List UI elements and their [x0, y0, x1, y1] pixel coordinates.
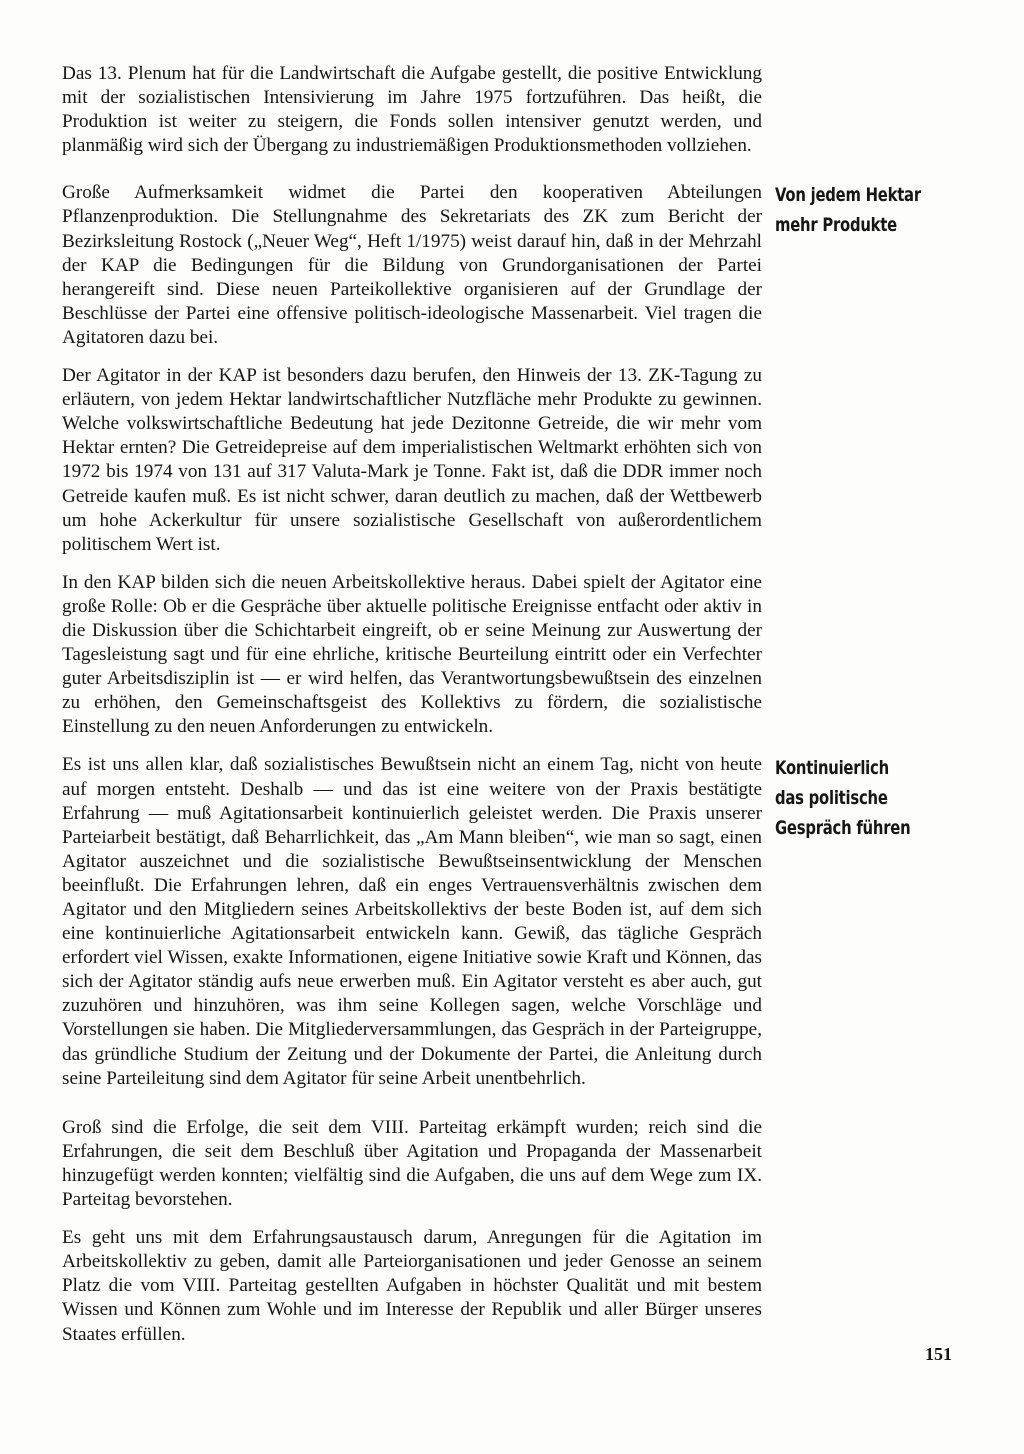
paragraph-erfahrungsaustausch: Es geht uns mit dem Erfahrungsaustausch darum, Anregungen für die Agitation im Arbeitskollektiv zu geben, damit alle Parteiorganisationen und jeder Genosse an seinem Platz die vom VIII. Parteitag gestellten Aufgaben in höchster Qualität und mit bestem Wissen und Können zum Wohle und im Interesse der Republik und aller Bürger unseres Staates erfüllen.	[62, 1227, 762, 1345]
margin-heading-kontinuierlich: Kontinuierlich das politische Gespräch führen	[775, 757, 911, 839]
paragraph-plenum-landwirtschaft: Das 13. Plenum hat für die Landwirtschaft die Aufgabe gestellt, die positive Entwicklung mit der sozialistischen Intensivierung im Jahre 1975 fortzuführen. Das heißt, die Produktion ist weiter zu steigern, die Fonds sollen intensiver genutzt werden, und planmäßig wird sich der Übergang zu industriemäßigen Produktionsmethoden vollziehen.	[62, 63, 762, 157]
paragraph-agitator-kap: Der Agitator in der KAP ist besonders dazu berufen, den Hinweis der 13. ZK-Tagung zu erläutern, von jedem Hektar landwirtschaftlicher Nutzfläche mehr Produkte zu gewinnen. Welche volkswirtschaftliche Bedeutung hat jede Dezitonne Getreide, die wir mehr vom Hektar ernten? Die Getreidepreise auf dem imperialistischen Weltmarkt erhöhten sich von 1972 bis 1974 von 131 auf 317 Valuta-Mark je Tonne. Fakt ist, daß die DDR immer noch Getreide kaufen muß. Es ist nicht schwer, daran deutlich zu machen, daß der Wettbewerb um hohe Ackerkultur für unsere sozialistische Gesellschaft von außerordentlichem politischem Wert ist.	[62, 365, 762, 555]
page-number: 151	[925, 1344, 952, 1364]
paragraph-kooperative-abteilungen: Große Aufmerksamkeit widmet die Partei den kooperativen Abteilungen Pflanzenproduktion. Die Stellungnahme des Sekretariats des ZK zum Bericht der Bezirksleitung Rostock („Neuer Weg“, Heft 1/1975) weist darauf hin, daß in der Mehrzahl der KAP die Bedingungen für die Bildung von Grundorganisationen der Partei herangereift sind. Diese neuen Parteikollektive organisieren auf der Grundlage der Beschlüsse der Partei eine offensive politisch-ideologische Massenarbeit. Viel tragen die Agitatoren dazu bei.	[62, 182, 762, 348]
body-text-column	[62, 62, 762, 1361]
paragraph-erfolge-parteitag: Groß sind die Erfolge, die seit dem VIII. Parteitag erkämpft wurden; reich sind die Erfahrungen, die seit dem Beschluß über Agitation und Propaganda der Massenarbeit hinzugefügt werden konnten; vielfältig sind die Aufgaben, die uns auf dem Wege zum IX. Parteitag bevorstehen.	[62, 1116, 762, 1211]
paragraph-arbeitskollektive: In den KAP bilden sich die neuen Arbeitskollektive heraus. Dabei spielt der Agitator eine große Rolle: Ob er die Gespräche über aktuelle politische Ereignisse entfacht oder aktiv in die Diskussion über die Schichtarbeit eingreift, ob er seine Meinung zur Auswertung der Tagesleistung sagt und für eine ehrliche, kritische Beurteilung eintritt oder ein Verfechter guter Arbeitsdisziplin ist — er wird helfen, das Verantwortungsbewußtsein des einzelnen zu erhöhen, den Gemeinschaftsgeist des Kollektivs zu fördern, die sozialistische Einstellung zu den neuen Anforderungen zu entwickeln.	[62, 571, 762, 738]
margin-heading-hektar: Von jedem Hektar mehr Produkte	[775, 184, 921, 236]
paragraph-bewusstsein: Es ist uns allen klar, daß sozialistisches Bewußtsein nicht an einem Tag, nicht von heute auf morgen entsteht. Deshalb — und das ist eine weitere von der Praxis bestätigte Erfahrung — muß Agitationsarbeit kontinuierlich geleistet werden. Die Praxis unserer Parteiarbeit bestätigt, daß Beharrlichkeit, das „Am Mann bleiben“, wie man so sagt, einen Agitator auszeichnet und die sozialistische Bewußtseinsentwicklung der Menschen beeinflußt. Die Erfahrungen lehren, daß ein enges Vertrauensverhältnis zwischen dem Agitator und den Mitgliedern seines Arbeitskollektivs der beste Boden ist, auf dem sich eine kontinuierliche Agitationsarbeit entwickeln kann. Gewiß, das tägliche Gespräch erfordert viel Wissen, exakte Informationen, eigene Initiative sowie Kraft und Können, das sich der Agitator ständig aufs neue erwerben muß. Ein Agitator versteht es aber auch, gut zuzuhören und hinzuhören, was ihm seine Kollegen sagen, welche Vorschläge und Vorstellungen sie haben. Die Mitgliederversammlungen, das Gespräch in der Parteigruppe, das gründliche Studium der Zeitung und der Dokumente der Partei, die Anleitung durch seine Parteileitung sind dem Agitator für seine Arbeit unentbehrlich.	[62, 754, 762, 1089]
